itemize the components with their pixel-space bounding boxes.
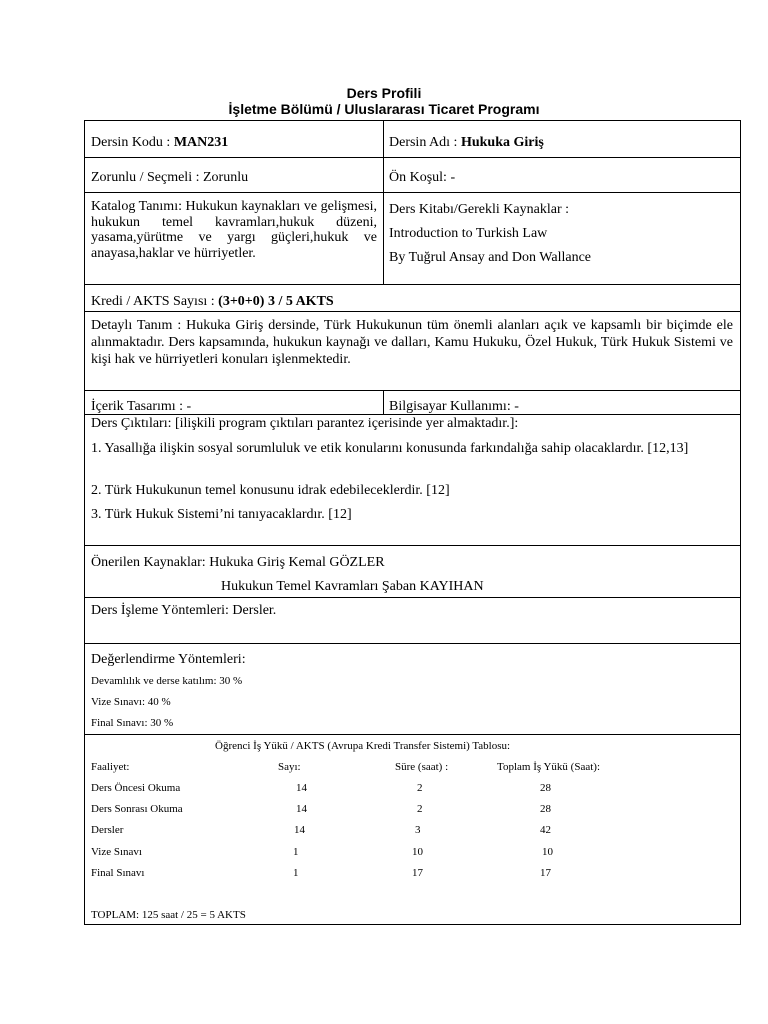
course-name-label: Dersin Adı :: [389, 135, 458, 150]
credit-value: (3+0+0) 3 / 5 AKTS: [218, 294, 334, 309]
prerequisite-value: -: [450, 170, 456, 185]
table-border-top: [84, 120, 741, 121]
document-title: [0, 85, 768, 117]
detailed-description: Detaylı Tanım : Hukuka Giriş dersinde, Türk Hukukunun tüm önemli alanları açık ve kapsamlı bir biçimde ele alınmaktadır. Ders kapsamında, hukukun kaynağı ve dalları, Kamu Hukuku, Özel Hukuk, Türk Hukuk Sistemi ve kişi hak ve hürriyetleri konuları işlenmektedir.: [91, 318, 733, 367]
column-divider: [383, 390, 384, 415]
course-code-value: MAN231: [173, 135, 229, 150]
workload-count: 14: [296, 782, 307, 794]
workload-activity: Ders Sonrası Okuma: [91, 803, 183, 815]
row-divider: [84, 311, 741, 312]
workload-duration: 10: [412, 846, 423, 858]
course-code-cell: [91, 134, 228, 151]
workload-activity: Vize Sınavı: [91, 846, 142, 858]
book-title: Introduction to Turkish Law: [389, 226, 548, 241]
column-divider: [383, 120, 384, 285]
source-item: Hukukun Temel Kavramları Şaban KAYIHAN: [221, 579, 484, 594]
sources-first-line: [91, 554, 385, 571]
course-name-value: Hukuka Giriş: [460, 135, 544, 150]
workload-header-activity: Faaliyet:: [91, 761, 130, 773]
credit-cell: [91, 293, 334, 310]
workload-total: 28: [540, 782, 551, 794]
workload-duration: 17: [412, 867, 423, 879]
row-divider: [84, 545, 741, 546]
books-label: Ders Kitabı/Gerekli Kaynaklar :: [389, 202, 569, 217]
evaluation-item: Final Sınavı: 30 %: [91, 717, 174, 729]
outcome-item: 3. Türk Hukuk Sistemi’ni tanıyacaklardır. [12]: [91, 507, 352, 522]
row-divider: [84, 643, 741, 644]
workload-total: 10: [542, 846, 553, 858]
course-type-value: Zorunlu: [202, 170, 249, 185]
outcome-item: 1. Yasallığa ilişkin sosyal sorumluluk ve etik konularını konusunda farkındalığa sahip olacaklardır. [12,13]: [91, 441, 689, 456]
source-item: Hukuka Giriş Kemal GÖZLER: [209, 555, 385, 570]
evaluation-item: Vize Sınavı: 40 %: [91, 696, 171, 708]
row-divider: [84, 597, 741, 598]
workload-total: 17: [540, 867, 551, 879]
row-divider: [84, 157, 741, 158]
computer-use: Bilgisayar Kullanımı: -: [389, 399, 519, 414]
workload-total: 42: [540, 824, 551, 836]
sources-label: Önerilen Kaynaklar:: [91, 555, 206, 570]
workload-count: 14: [294, 824, 305, 836]
workload-count: 14: [296, 803, 307, 815]
workload-activity: Final Sınavı: [91, 867, 145, 879]
title: Ders Profili: [346, 85, 422, 101]
content-design: İçerik Tasarımı : -: [91, 399, 192, 414]
workload-title: Öğrenci İş Yükü / AKTS (Avrupa Kredi Transfer Sistemi) Tablosu:: [215, 740, 511, 752]
workload-count: 1: [293, 846, 299, 858]
credit-label: Kredi / AKTS Sayısı :: [91, 294, 215, 309]
evaluation-heading: Değerlendirme Yöntemleri:: [91, 652, 246, 667]
course-code-label: Dersin Kodu :: [91, 135, 171, 150]
workload-duration: 3: [415, 824, 421, 836]
workload-header-duration: Süre (saat) :: [395, 761, 449, 773]
prerequisite-cell: [389, 169, 455, 186]
table-border-bottom: [84, 924, 741, 925]
row-divider: [84, 734, 741, 735]
workload-header-count: Sayı:: [278, 761, 301, 773]
outcomes-heading: Ders Çıktıları: [ilişkili program çıktıları parantez içerisinde yer almaktadır.]:: [91, 416, 519, 431]
table-border-right: [740, 120, 741, 925]
workload-activity: Dersler: [91, 824, 124, 836]
evaluation-item: Devamlılık ve derse katılım: 30 %: [91, 675, 243, 687]
row-divider: [84, 284, 741, 285]
row-divider: [84, 390, 741, 391]
workload-header-total: Toplam İş Yükü (Saat):: [497, 761, 600, 773]
workload-duration: 2: [417, 782, 423, 794]
workload-duration: 2: [417, 803, 423, 815]
outcome-item: 2. Türk Hukukunun temel konusunu idrak edebileceklerdir. [12]: [91, 483, 450, 498]
teaching-methods: Ders İşleme Yöntemleri: Dersler.: [91, 603, 277, 618]
workload-activity: Ders Öncesi Okuma: [91, 782, 181, 794]
book-authors: By Tuğrul Ansay and Don Wallance: [389, 250, 591, 265]
program-title: İşletme Bölümü / Uluslararası Ticaret Programı: [228, 101, 540, 117]
workload-count: 1: [293, 867, 299, 879]
course-type-label: Zorunlu / Seçmeli :: [91, 170, 200, 185]
course-type-cell: [91, 169, 248, 186]
catalog-description: Katalog Tanımı: Hukukun kaynakları ve gelişmesi, hukukun temel kavramları,hukuk düzeni, yasama,yürütme ve yargı güçleri,hukuk ve anayasa,haklar ve hürriyetler.: [91, 199, 377, 261]
table-border-left: [84, 120, 85, 925]
workload-total-summary: TOPLAM: 125 saat / 25 = 5 AKTS: [91, 909, 246, 921]
workload-total: 28: [540, 803, 551, 815]
row-divider: [84, 192, 741, 193]
course-name-cell: [389, 134, 544, 151]
prerequisite-label: Ön Koşul:: [389, 170, 447, 185]
